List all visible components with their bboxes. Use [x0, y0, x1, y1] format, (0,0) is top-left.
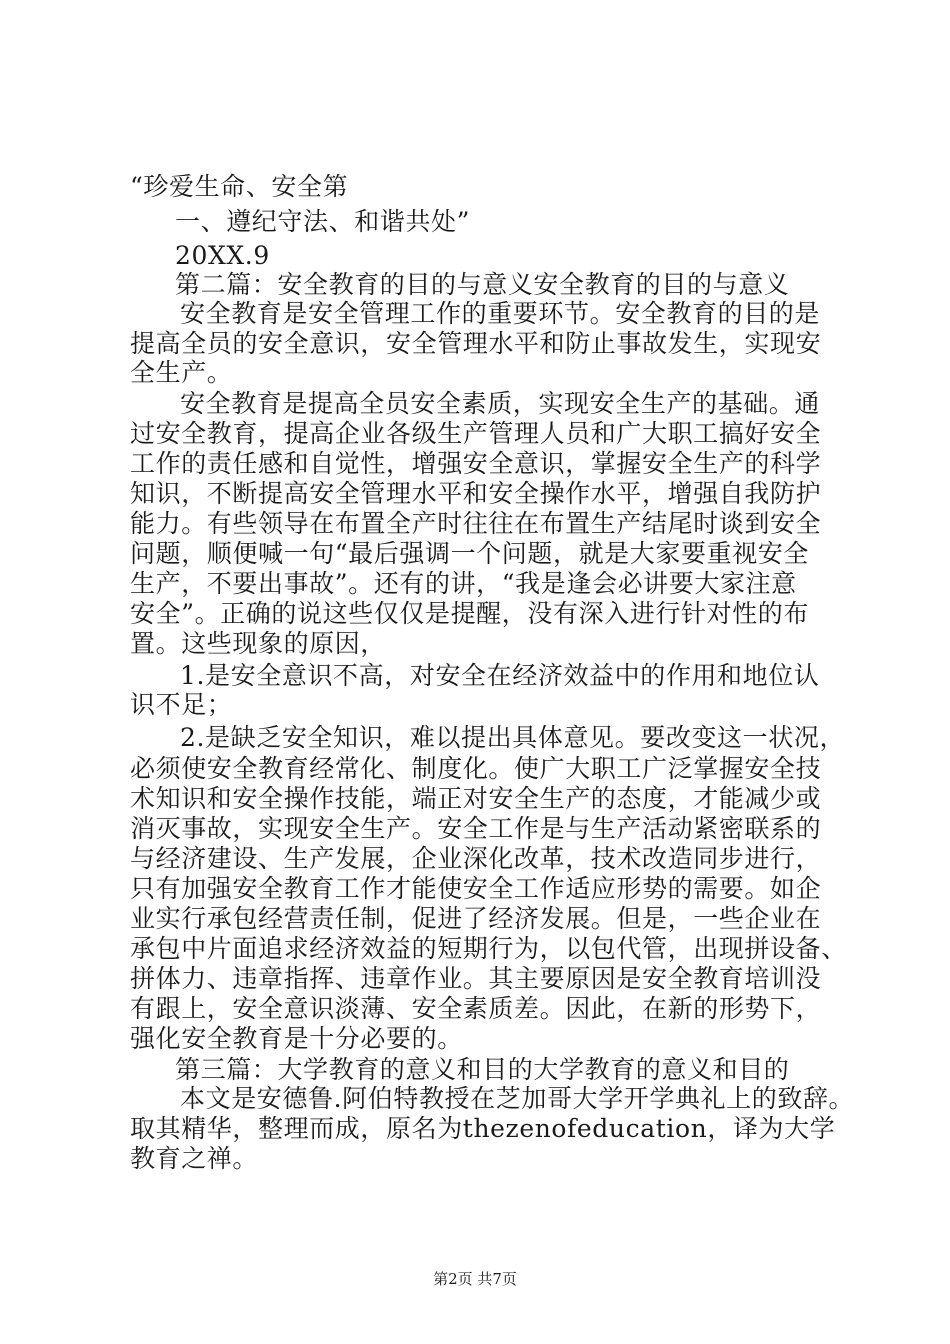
text-line: 拼体力、违章指挥、违章作业。其主要原因是安全教育培训没: [130, 964, 822, 993]
text-line: 业实行承包经营责任制，促进了经济发展。但是，一些企业在: [130, 904, 822, 933]
text-line: 安全教育是安全管理工作的重要环节。安全教育的目的是: [180, 299, 821, 328]
text-line: 能力。有些领导在布置全产时往往在布置生产结尾时谈到安全: [130, 509, 822, 538]
text-line: 置。这些现象的原因，: [130, 629, 387, 658]
text-line: 承包中片面追求经济效益的短期行为，以包代管，出现拼设备、: [130, 934, 847, 963]
text-line: 工作的责任感和自觉性，增强安全意识，掌握安全生产的科学: [130, 449, 822, 478]
text-line: 安全教育是提高全员安全素质，实现安全生产的基础。通: [180, 389, 821, 418]
section-heading: 第二篇：安全教育的目的与意义安全教育的目的与意义: [175, 270, 790, 299]
text-line: 问题，顺便喊一句“最后强调一个问题，就是大家要重视安全: [130, 539, 809, 568]
text-line: 知识，不断提高安全管理水平和安全操作水平，增强自我防护: [130, 479, 822, 508]
list-item: 2.是缺乏安全知识，难以提出具体意见。要改变这一状况，: [180, 723, 846, 752]
text-line: 强化安全教育是十分必要的。: [130, 1024, 463, 1053]
text-line: 20XX.9: [175, 241, 270, 270]
text-line: 安全”。正确的说这些仅仅是提醒，没有深入进行针对性的布: [130, 599, 809, 628]
text-line: 只有加强安全教育工作才能使安全工作适应形势的需要。如企: [130, 874, 822, 903]
text-line: 必须使安全教育经常化、制度化。使广大职工广泛掌握安全技: [130, 754, 822, 783]
list-item: 1.是安全意识不高，对安全在经济效益中的作用和地位认: [180, 661, 820, 690]
text-line: “珍爱生命、安全第: [130, 172, 349, 201]
page-number: 第2页 共7页: [433, 1270, 517, 1288]
text-line: 生产，不要出事故”。还有的讲，“我是逢会必讲要大家注意: [130, 569, 797, 598]
text-line: 一、遵纪守法、和谐共处”: [175, 207, 470, 236]
section-heading: 第三篇：大学教育的意义和目的大学教育的意义和目的: [175, 1055, 790, 1084]
text-line: 术知识和安全操作技能，端正对安全生产的态度，才能减少或: [130, 784, 822, 813]
text-line: 取其精华，整理而成，原名为thezenofeducation，译为大学: [130, 1114, 836, 1143]
text-line: 与经济建设、生产发展，企业深化改革，技术改造同步进行，: [130, 844, 822, 873]
text-line: 全生产。: [130, 358, 233, 387]
text-line: 消灭事故，实现安全生产。安全工作是与生产活动紧密联系的: [130, 814, 822, 843]
text-line: 本文是安德鲁.阿伯特教授在芝加哥大学开学典礼上的致辞。: [180, 1084, 855, 1113]
text-line: 教育之禅。: [130, 1144, 259, 1173]
text-line: 识不足；: [130, 690, 233, 719]
text-line: 过安全教育，提高企业各级生产管理人员和广大职工搞好安全: [130, 419, 822, 448]
text-line: 提高全员的安全意识，安全管理水平和防止事故发生，实现安: [130, 329, 822, 358]
text-line: 有跟上，安全意识淡薄、安全素质差。因此，在新的形势下，: [130, 994, 822, 1023]
